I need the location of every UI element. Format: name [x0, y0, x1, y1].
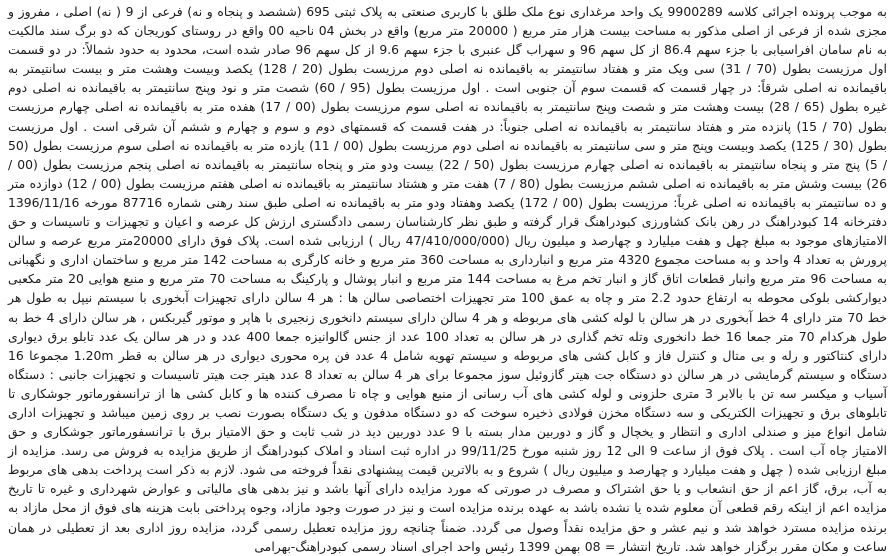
notice-body-text: به موجب پرونده اجرائی کلاسه 9900289 یک واحد مرغداری نوع ملک طلق با کاربری صنعتی به پلاک ثبتی 695 (ششصد و پنجاه و نه) فرعی از 9 ( نه) اصلی ، مفروز و مجزی شده از فرعی از اصلی مذکور به مساحت بیست هزار متر مربع ( 20000 متر مربع) واقع در بخش 04 ناحیه 00 واقع در روستای کوریجان که دو برگ سند مالکیت به نام سامان افراسیابی با جزء سهم 86.4 از کل سهم 96 و سهراب گل عنبری با جزء سهم 9.6 از کل سهم 96 صادر شده است، محدود به حدود شمالاً: در دو قسمت اول مرزیست بطول (70 / 31) سی ویک متر و هفتاد سانتیمتر به باقیمانده نه اصلی دوم مرزیست بطول (20 / 128) یکصد وبیست وهشت متر و بیست سانتیمتر به باقیمانده نه اصلی شرقاً: در چهار قسمت که قسمت سوم آن جنوبی است . اول مرزیست بطول (95 / 60) شصت متر و نود وپنج سانتیمتر به باقیمانده نه اصلی دوم غیره بطول (65 / 28) بیست وهشت متر و شصت وپنج سانتیمتر به باقیمانده نه اصلی سوم مرزیست بطول (00 / 17) هفده متر به باقیمانده نه اصلی چهارم مرزیست بطول (70 / 15) پانزده متر و هفتاد سانتیمتر به باقیمانده نه اصلی جنوباً: در هفت قسمت که قسمتهای دوم و سوم و چهارم و ششم آن شرقی است . اول مرزیست بطول (30 / 125) یکصد وبیست وپنج متر و سی سانتیمتر به باقیمانده نه اصلی دوم مرزیست بطول (00 / 11) یازده متر به باقیمانده نه اصلی سوم مرزیست بطول (50 / 5) پنج متر و پنجاه سانتیمتر به باقیمانده نه اصلی چهارم مرزیست بطول (50 / 22) بیست ودو متر و پنجاه سانتیمتر به باقیمانده نه اصلی پنجم مرزیست بطول (00 / 26) بیست وشش متر به باقیمانده نه اصلی ششم مرزیست بطول (80 / 7) هفت متر و هشتاد سانتیمتر به باقیمانده نه اصلی هفتم مرزیست بطول (00 / 12) دوازده متر و ده سانتیمتر به باقیمانده نه اصلی غرباً: مرزیست بطول (00 / 172) یکصد وهفتاد ودو متر به باقیمانده نه اصلی طبق سند رهنی شماره 87716 مورخه 1396/11/16 دفترخانه 14 کبودراهنگ در رهن بانک کشاورزی کبودراهنگ قرار گرفته و طبق نظر کارشناسان رسمی دادگستری ارزش کل عرصه و اعیان و تجهیزات و تاسیسات و حق الامتیازهای موجود به مبلغ چهل و هفت میلیارد و چهارصد و میلیون ریال (47/410/000/000 ریال ) ارزیابی شده است. پلاک فوق دارای 20000متر مربع عرصه و سالن پرورش به تعداد 4 واحد و به مساحت مجموع 4320 متر مربع و انبارداری به مساحت 360 متر مربع و خانه کارگری به مساحت 142 متر مربع و ساختمان اداری و نگهبانی به مساحت 96 متر مربع وانبار قطعات اتاق گاز و انبار تخم مرغ به مساحت 144 متر مربع و انبار پوشال و پارکینگ به مساحت 70 متر مربع و منبع هوایی 20 متر مکعبی دیوارکشی بلوکی محوطه به ارتفاع حدود 2.2 متر و چاه به عمق 100 متر تجهیزات اختصاصی سالن ها : هر 4 سالن دارای تجهیزات آبخوری با سیستم نیپل به طول هر خط 70 متر دارای 4 خط آبخوری در هر سالن با لوله کشی های مربوطه و هر 4 سالن دارای سیستم دانخوری زنجیری با هاپر و موتور گیربکس ، هر سالن دارای 4 خط به طول هرکدام 70 متر جمعا 16 خط دانخوری وتله تخم گذاری در هر سالن به تعداد 100 عدد از جنس گالوانیزه جمعا 400 عدد و در هر سالن یک عدد تابلو برق دیواری دارای کنتاکتور و رله و بی متال و کنترل فاز و کابل کشی های مربوطه و سیستم تهویه شامل 4 عدد فن پره محوری دیواری در هر سالن به قطر 1.20m مجموعا 16 دستگاه و سیستم گرمایشی در هر سالن دو دستگاه جت هیتر گازوئیل سوز مجموعا برای هر 4 سالن به تعداد 8 عدد هیتر جت هیتر تاسیسات و تجهیزات جانبی : دستگاه آسیاب و میکسر سه تن با بالابر 3 متری حلزونی و لوله کشی های آب رسانی از منبع هوایی و چاه تا مصرف کننده ها و کابل کشی ها از ترانسفورماتور جوشکاری تا تابلوهای برق و تجهیزات الکتریکی و سه دستگاه مخزن فولادی ذخیره سوخت که دو دستگاه مدفون و یک دستگاه بصورت نصب بر روی زمین میباشد و تجهیزات اداری شامل انواع میز و صندلی اداری و انتظار و یخچال و گاز و دوربین مدار بسته با 9 عدد دوربین دید در شب ثابت و حق الامتیاز برق با ترانسفورماتور جوشکاری و حق الامتیاز چاه آب است . پلاک فوق از ساعت 9 الی 12 روز شنبه مورخ 99/11/25 در اداره ثبت اسناد و املاک کبودراهنگ از طریق مزایده به فروش می رسد. مزایده از مبلغ ارزیابی شده ( چهل و هفت میلیارد و چهارصد و میلیون ریال ) شروع و به بالاترین قیمت پیشنهادی نقداً فروخته می شود. لازم به ذکر است پرداخت بدهی های مربوط به آب، برق، گاز اعم از حق انشعاب و یا حق اشتراک و مصرف در صورتی که مورد مزایده دارای آنها باشد و نیز بدهی های مالیاتی و عوارض شهرداری و غیره تا تاریخ مزایده اعم از اینکه رقم قطعی آن معلوم شده یا نشده باشد به عهده برنده مزایده است و نیز در صورت وجود مازاد، وجوه پرداختی بابت هزینه های فوق از محل مازاد به برنده مزایده مسترد خواهد شد و نیم عشر و حق مزایده نقداً وصول می گردد. ضمناً چنانچه روز مزایده تعطیل رسمی گردد، مزایده روز اداری بعد از تعطیلی در همان ساعت و مکان مقرر برگزار خواهد شد. تاریخ انتشار = 08 بهمن 1399 رئیس واحد اجرای اسناد رسمی کبودراهنگ-بهرامی	[8, 4, 888, 554]
